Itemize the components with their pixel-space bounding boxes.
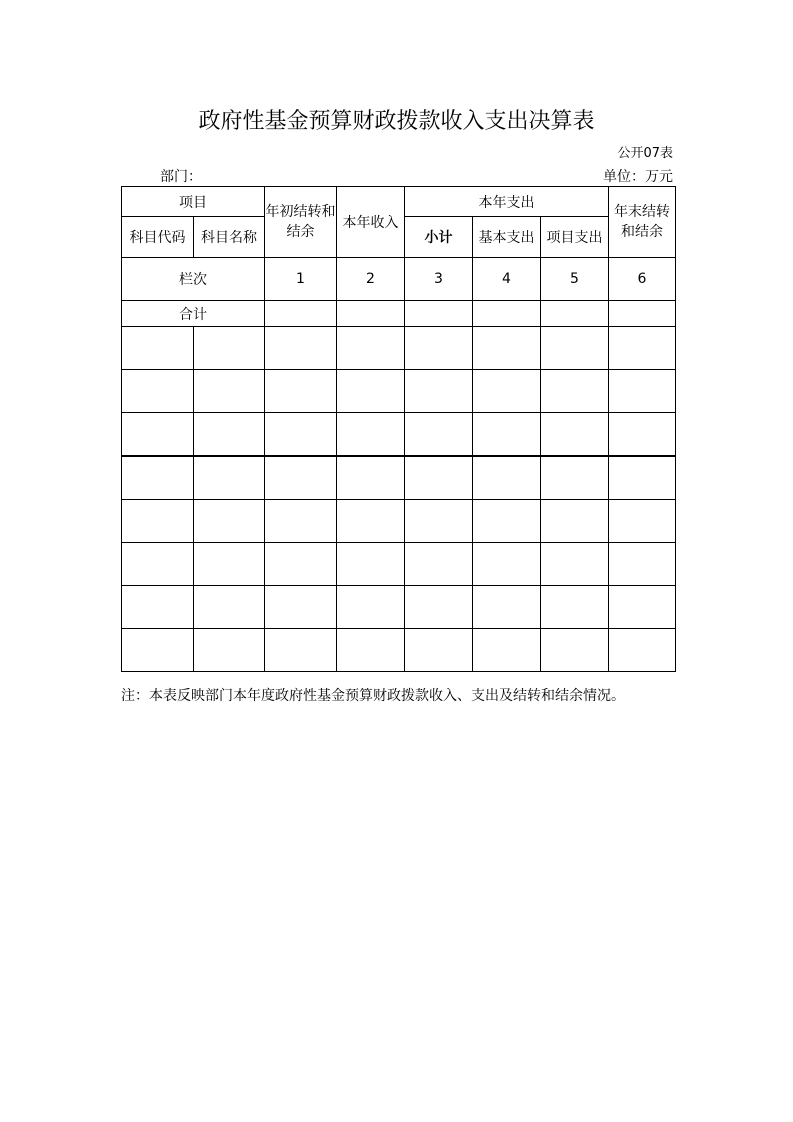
table-cell: [265, 301, 337, 327]
expenditure-table: [121, 186, 676, 672]
table-cell: [609, 500, 676, 543]
column-number: 2: [337, 258, 405, 301]
table-cell: [194, 543, 265, 586]
table-cell: [473, 629, 541, 672]
table-cell: [194, 413, 265, 457]
table-cell: [265, 586, 337, 629]
table-cell: [609, 456, 676, 500]
table-cell: [473, 413, 541, 457]
table-cell: [337, 543, 405, 586]
table-row: [122, 629, 676, 672]
table-cell: [473, 327, 541, 370]
table-cell: [609, 370, 676, 413]
table-cell: [541, 370, 609, 413]
table-row: [122, 327, 676, 370]
table-cell: [337, 327, 405, 370]
table-cell: [122, 629, 194, 672]
header-subject-code: 科目代码: [122, 217, 194, 258]
table-cell: [405, 586, 473, 629]
table-cell: [473, 370, 541, 413]
table-cell: [265, 370, 337, 413]
table-cell: [194, 327, 265, 370]
footnote: 注：本表反映部门本年度政府性基金预算财政拨款收入、支出及结转和结余情况。: [121, 688, 625, 704]
table-cell: [609, 327, 676, 370]
table-cell: [265, 500, 337, 543]
table-cell: [337, 301, 405, 327]
table-cell: [405, 301, 473, 327]
header-project-expenditure: 项目支出: [541, 217, 609, 258]
total-row: [122, 301, 676, 327]
table-cell: [194, 370, 265, 413]
table-cell: [122, 456, 194, 500]
page-title: 政府性基金预算财政拨款收入支出决算表: [198, 109, 595, 134]
table-cell: [122, 413, 194, 457]
table-cell: [541, 456, 609, 500]
table-row: [122, 370, 676, 413]
table-cell: [405, 327, 473, 370]
table-cell: [609, 301, 676, 327]
table-cell: [194, 456, 265, 500]
table-cell: [122, 586, 194, 629]
table-cell: [122, 370, 194, 413]
table-row: [122, 586, 676, 629]
table-cell: [541, 543, 609, 586]
table-cell: [405, 456, 473, 500]
column-number: 4: [473, 258, 541, 301]
header-item: 项目: [122, 187, 265, 217]
column-number: 5: [541, 258, 609, 301]
table-cell: [122, 327, 194, 370]
table-cell: [473, 586, 541, 629]
table-cell: [337, 500, 405, 543]
table-cell: [541, 327, 609, 370]
unit-label: 单位：万元: [603, 169, 673, 185]
table-cell: [405, 543, 473, 586]
table-row: [122, 413, 676, 457]
column-number: 6: [609, 258, 676, 301]
table-row: [122, 543, 676, 586]
table-cell: [194, 500, 265, 543]
column-index-row: [122, 258, 676, 301]
table-cell: [405, 629, 473, 672]
table-cell: [122, 500, 194, 543]
table-cell: [337, 413, 405, 457]
table-row: [122, 456, 676, 500]
table-cell: [473, 500, 541, 543]
table-cell: [337, 370, 405, 413]
table-cell: [473, 301, 541, 327]
table-cell: [337, 586, 405, 629]
table-cell: [541, 301, 609, 327]
table-cell: [265, 456, 337, 500]
table-cell: [541, 629, 609, 672]
table-cell: [609, 543, 676, 586]
header-opening-balance: 年初结转和结余: [265, 187, 337, 258]
header-subtotal: 小计: [405, 217, 473, 258]
header-subject-name: 科目名称: [194, 217, 265, 258]
header-basic-expenditure: 基本支出: [473, 217, 541, 258]
table-cell: [473, 456, 541, 500]
table-cell: [609, 629, 676, 672]
table-cell: [541, 500, 609, 543]
table-row: [122, 500, 676, 543]
total-label: 合计: [122, 301, 265, 327]
table-cell: [405, 500, 473, 543]
table-cell: [609, 413, 676, 457]
column-number: 3: [405, 258, 473, 301]
table-cell: [405, 370, 473, 413]
department-label: 部门：: [160, 169, 202, 185]
table-cell: [337, 456, 405, 500]
form-number: 公开07表: [617, 146, 673, 161]
table-cell: [265, 413, 337, 457]
table-cell: [194, 586, 265, 629]
table-cell: [473, 543, 541, 586]
header-row-1: [122, 187, 676, 217]
header-current-expenditure: 本年支出: [405, 187, 609, 217]
header-closing-balance: 年末结转和结余: [609, 187, 676, 258]
column-number: 1: [265, 258, 337, 301]
table-cell: [541, 413, 609, 457]
column-index-label: 栏次: [122, 258, 265, 301]
table-cell: [609, 586, 676, 629]
table-cell: [265, 543, 337, 586]
table-cell: [337, 629, 405, 672]
table-cell: [541, 586, 609, 629]
table-cell: [265, 629, 337, 672]
table-cell: [265, 327, 337, 370]
table-cell: [194, 629, 265, 672]
table-cell: [405, 413, 473, 457]
table-cell: [122, 543, 194, 586]
header-current-income: 本年收入: [337, 187, 405, 258]
